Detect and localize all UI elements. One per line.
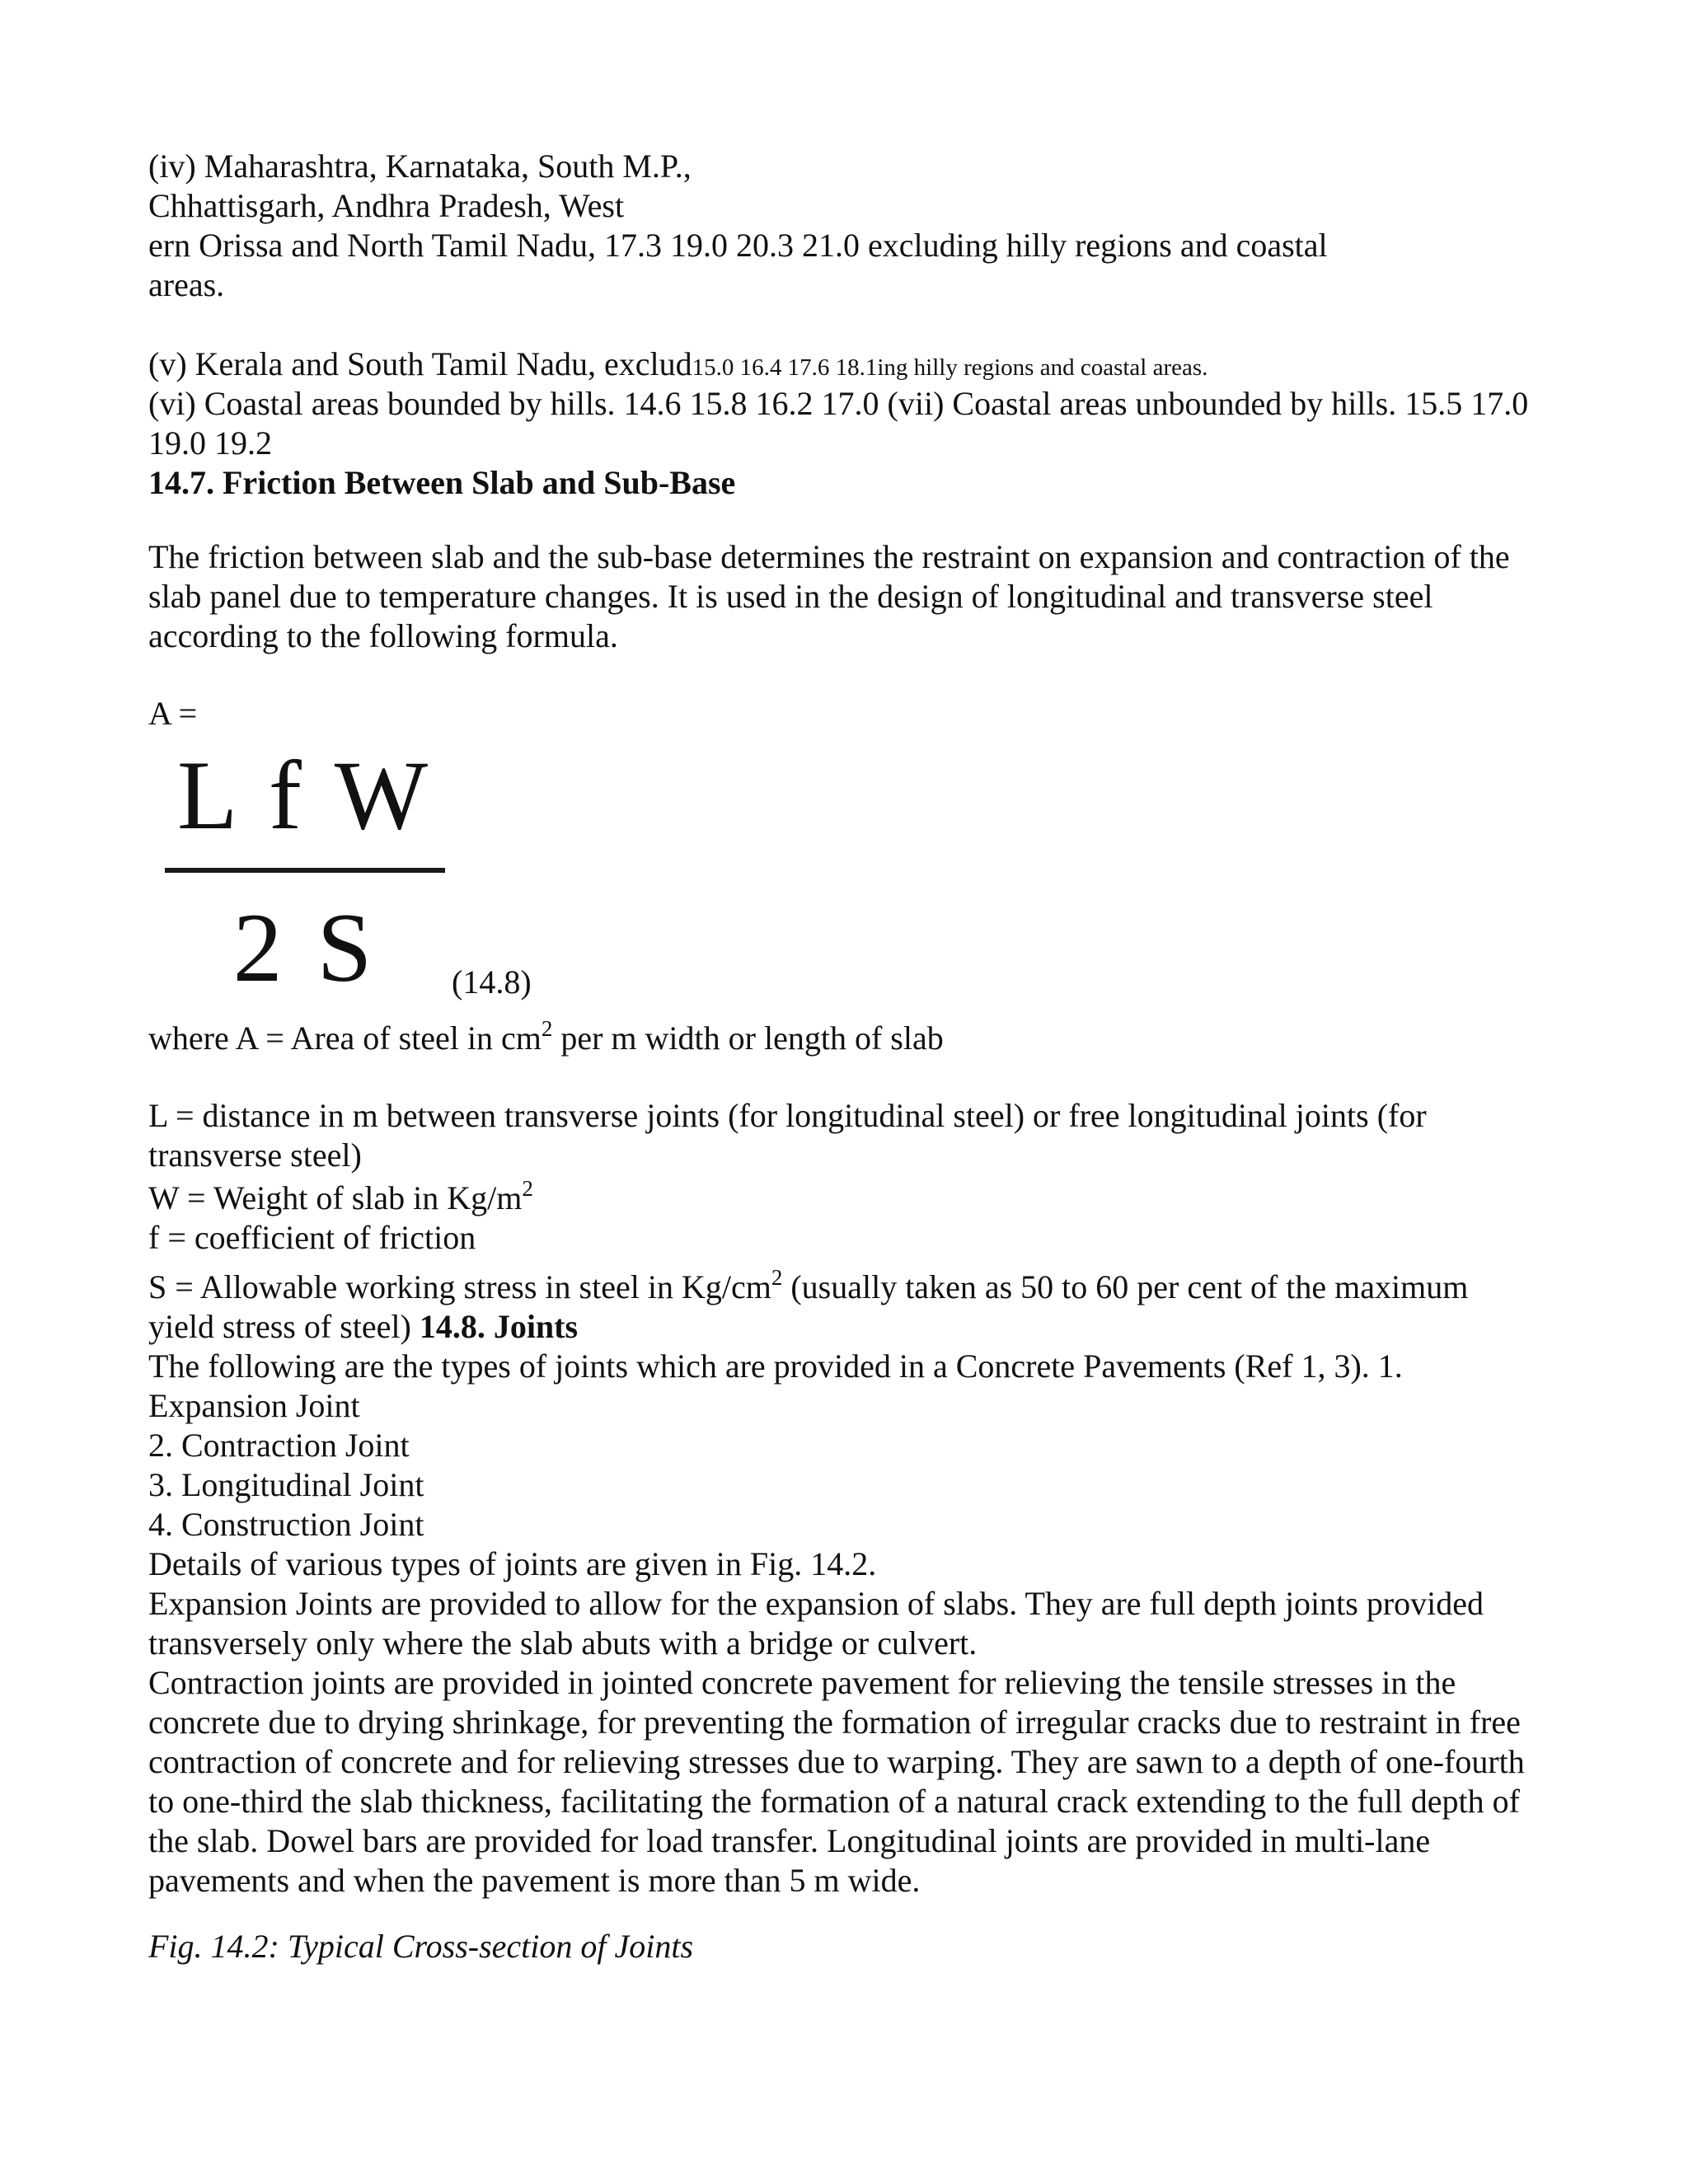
section-heading-joints: 14.8. Joints: [419, 1308, 579, 1345]
joints-details-line: Details of various types of joints are given in Fig. 14.2.: [148, 1545, 877, 1582]
friction-paragraph: [148, 537, 1550, 656]
definition-s-text: S = Allowable working stress in steel in Kg/cm: [148, 1268, 771, 1305]
definition-w-text: W = Weight of slab in Kg/m: [148, 1179, 523, 1216]
formula-fraction: [157, 740, 453, 1002]
definition-a-text-after: per m width or length of slab: [552, 1019, 944, 1057]
definition-s-line: [148, 1307, 1550, 1347]
definition-s-text-line2: yield stress of steel): [148, 1308, 420, 1345]
region-vi-line: 19.0 19.2: [148, 424, 272, 462]
expansion-paragraph-line: transversely only where the slab abuts with a bridge or culvert.: [148, 1624, 978, 1661]
region-iv-block: [148, 147, 1550, 305]
definition-a-text: where A = Area of steel in cm: [148, 1019, 542, 1057]
definition-s: [148, 1264, 1550, 1347]
formula-lhs: A =: [148, 695, 198, 732]
paragraph-line: according to the following formula.: [148, 617, 618, 654]
definition-a-line: [148, 1015, 1550, 1058]
definition-a: [148, 1015, 1550, 1058]
region-vi-vii-block: [148, 384, 1550, 463]
region-v-block: [148, 344, 1550, 387]
definition-w-line: [148, 1175, 1550, 1218]
region-iv-line: ern Orissa and North Tamil Nadu, 17.3 19.0 20.3 21.0 excluding hilly regions and coastal: [148, 227, 1328, 264]
region-v-text-a: (v) Kerala and South Tamil Nadu, exclud: [148, 345, 692, 382]
definition-s-text-after: (usually taken as 50 to 60 per cent of the maximum: [782, 1268, 1469, 1305]
definition-l-line: transverse steel): [148, 1137, 362, 1174]
joints-intro-line: Expansion Joint: [148, 1387, 360, 1424]
joint-list-item: 2. Contraction Joint: [148, 1427, 410, 1464]
figure-caption: Fig. 14.2: Typical Cross-section of Joints: [148, 1928, 694, 1965]
contraction-paragraph-line: pavements and when the pavement is more than 5 m wide.: [148, 1862, 921, 1899]
definition-s-line: [148, 1264, 1550, 1307]
joint-list-item: 4. Construction Joint: [148, 1506, 424, 1543]
definition-l-line: L = distance in m between transverse joints (for longitudinal steel) or free longitudinal joints (for: [148, 1097, 1427, 1134]
region-iv-line: areas.: [148, 266, 225, 303]
region-vi-line: (vi) Coastal areas bounded by hills. 14.6 15.8 16.2 17.0 (vii) Coastal areas unbounded by hills. 15.5 17.0: [148, 385, 1529, 422]
contraction-paragraph-line: Contraction joints are provided in jointed concrete pavement for relieving the tensile stresses in the: [148, 1664, 1456, 1701]
region-iv-line: Chhattisgarh, Andhra Pradesh, West: [148, 187, 625, 224]
superscript: 2: [771, 1264, 783, 1290]
superscript: 2: [541, 1015, 553, 1041]
expansion-paragraph-line: Expansion Joints are provided to allow for the expansion of slabs. They are full depth joints provided: [148, 1585, 1484, 1622]
formula-numerator: L f W: [177, 740, 433, 850]
contraction-paragraph-line: concrete due to drying shrinkage, for preventing the formation of irregular cracks due to restraint in free: [148, 1704, 1521, 1741]
section-heading-friction: 14.7. Friction Between Slab and Sub-Base: [148, 464, 736, 501]
contraction-paragraph-line: the slab. Dowel bars are provided for load transfer. Longitudinal joints are provided in multi-lane: [148, 1822, 1431, 1859]
definition-f: f = coefficient of friction: [148, 1219, 476, 1256]
joint-list-item: 3. Longitudinal Joint: [148, 1466, 424, 1503]
region-v-text-b: 15.0 16.4 17.6 18.1ing hilly regions and coastal areas.: [692, 354, 1208, 381]
paragraph-line: slab panel due to temperature changes. It is used in the design of longitudinal and transverse steel: [148, 578, 1433, 615]
paragraph-line: The friction between slab and the sub-base determines the restraint on expansion and contraction of the: [148, 538, 1510, 575]
fraction-bar: [165, 868, 445, 873]
contraction-paragraph-line: to one-third the slab thickness, facilitating the formation of a natural crack extending to the full depth of: [148, 1783, 1520, 1820]
contraction-paragraph-line: contraction of concrete and for relieving stresses due to warping. They are sawn to a depth of one-fourth: [148, 1743, 1525, 1780]
equation-number: (14.8): [452, 963, 532, 1001]
region-v-line: [148, 344, 1550, 387]
joints-section: [148, 1347, 1550, 1900]
joints-intro-line: The following are the types of joints which are provided in a Concrete Pavements (Ref 1, 3). 1.: [148, 1347, 1403, 1385]
region-iv-line: (iv) Maharashtra, Karnataka, South M.P.,: [148, 148, 692, 185]
formula-denominator: 2 S: [232, 893, 377, 1002]
definition-w: [148, 1175, 1550, 1218]
definition-l: [148, 1096, 1550, 1175]
superscript: 2: [522, 1175, 533, 1201]
